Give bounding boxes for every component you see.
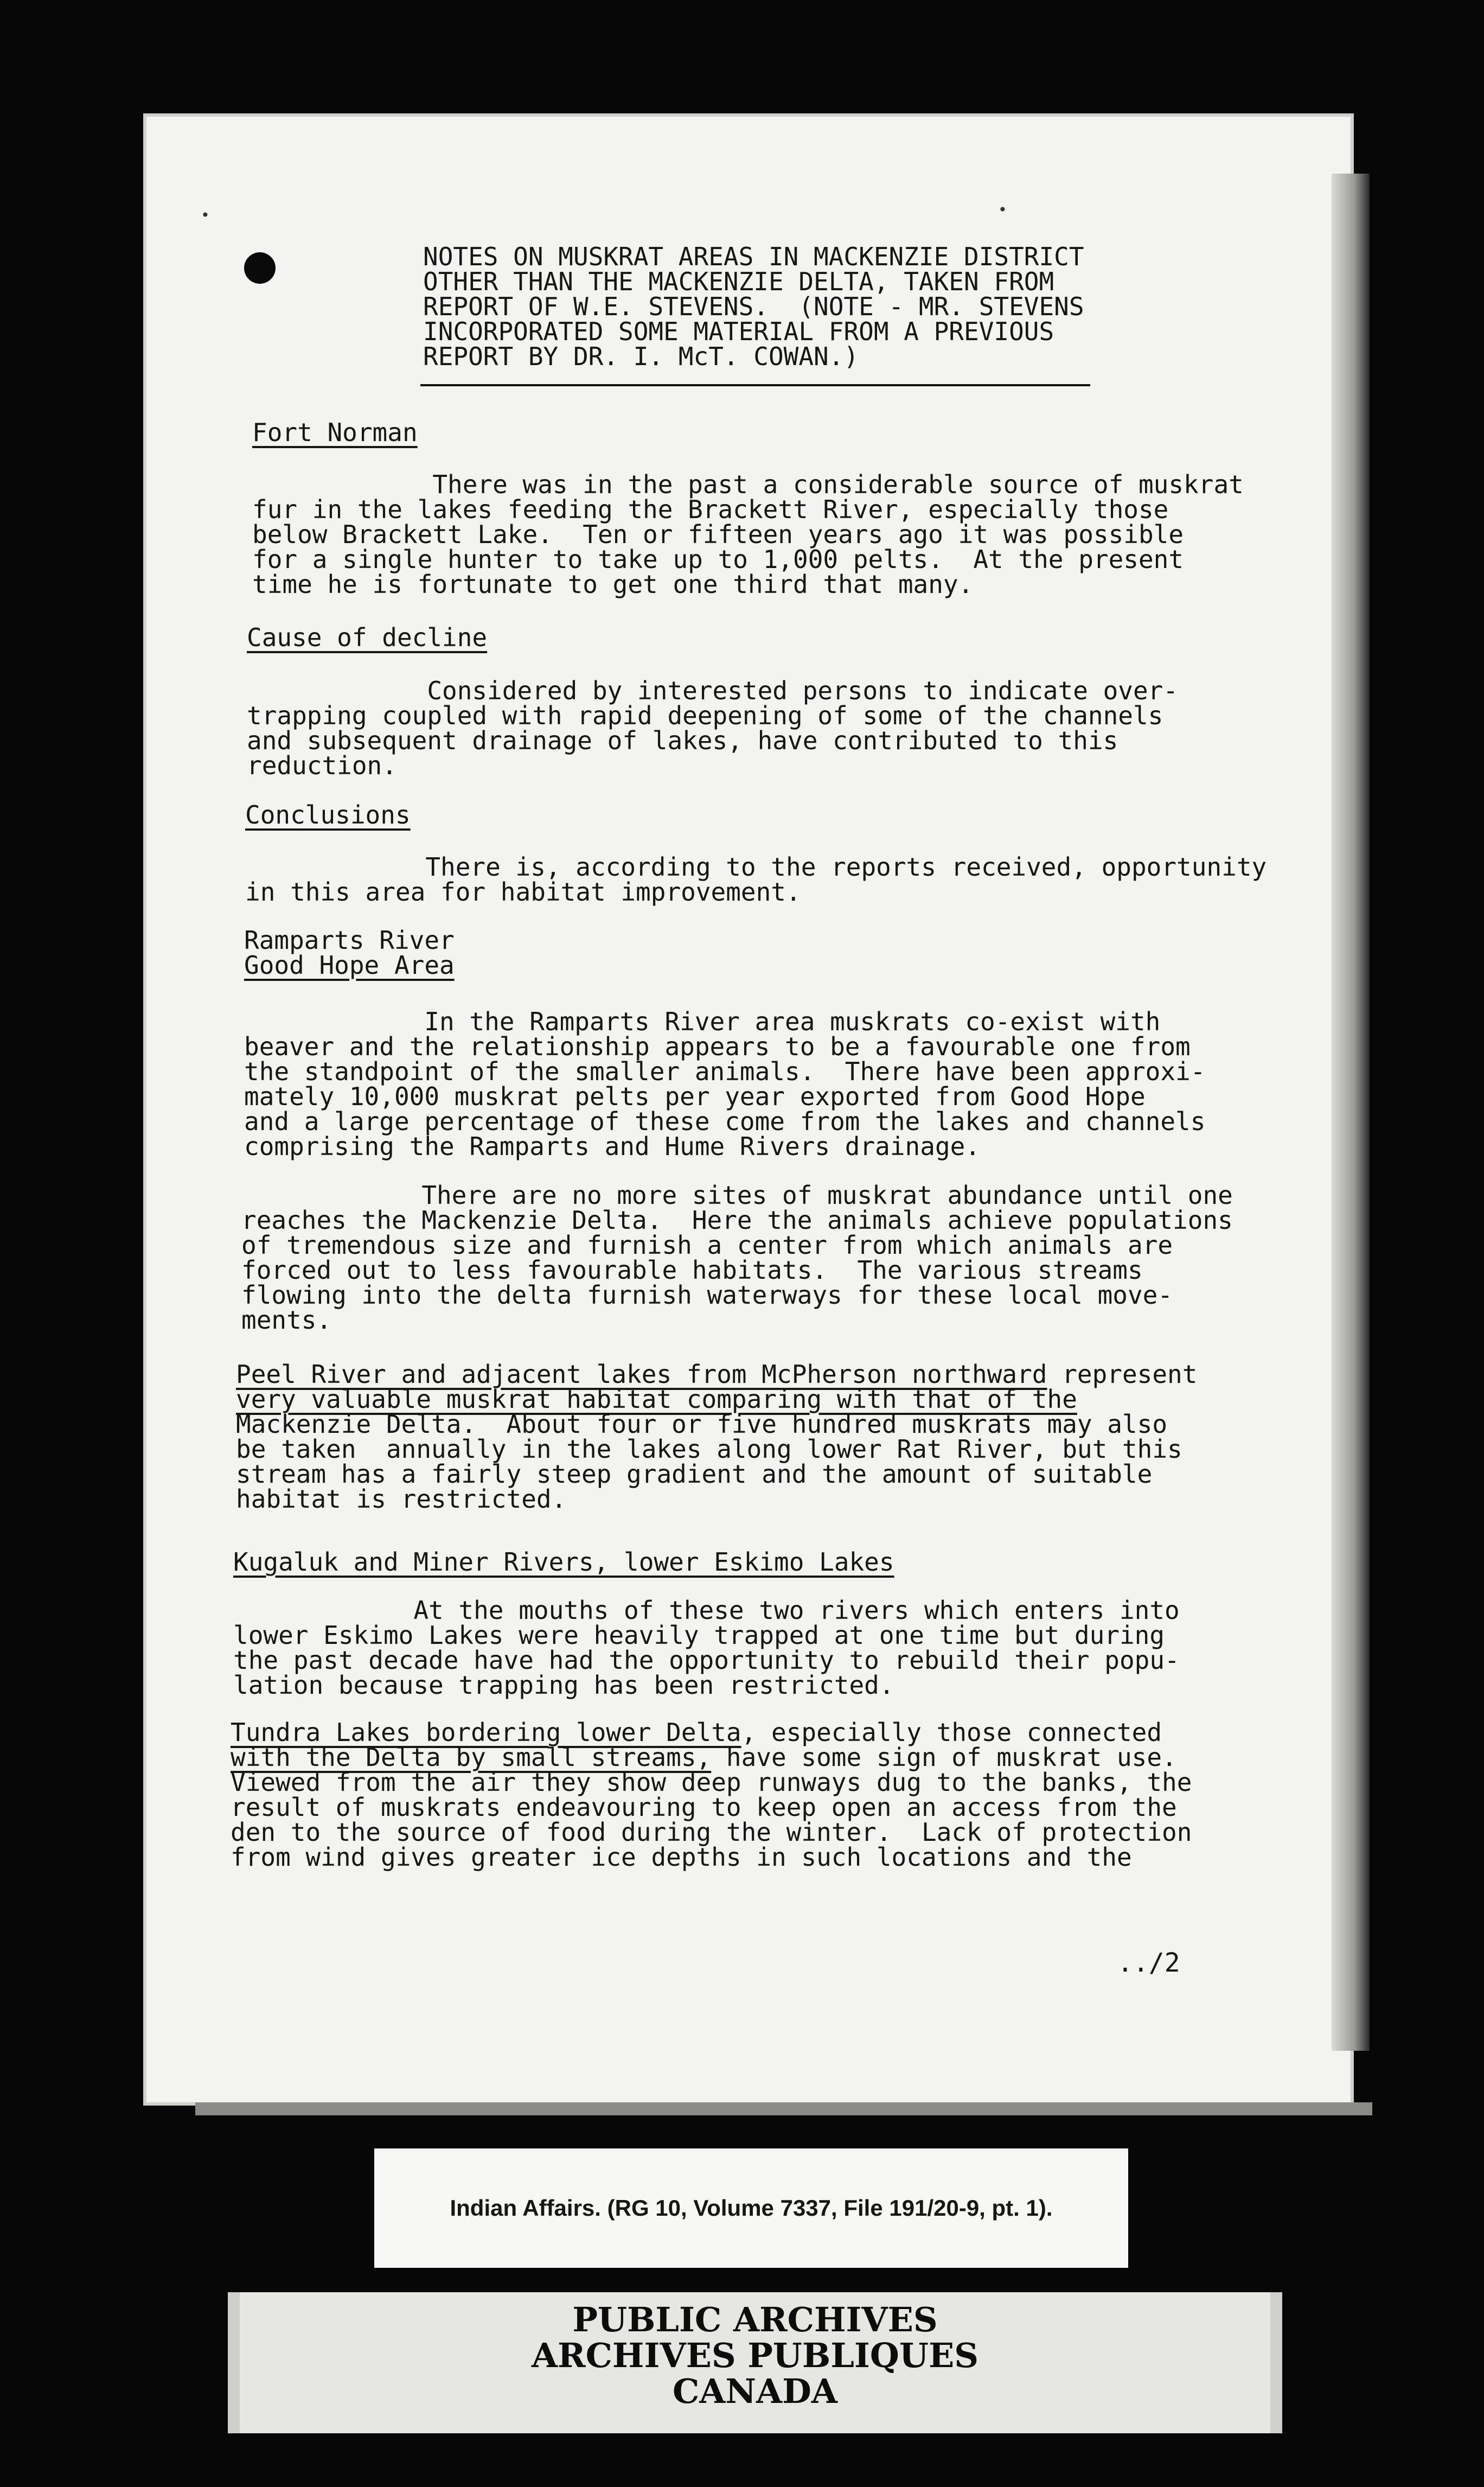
text-line: Viewed from the air they show deep runways dug to the banks, the [231,1768,1192,1797]
text-line: for a single hunter to take up to 1,000 pelts. At the present [252,545,1184,574]
section-title-line: Good Hope Area [244,951,455,980]
text-line: reduction. [247,751,397,780]
text-line: lation because trapping has been restricted. [233,1670,894,1700]
text-line: There is, according to the reports received, opportunity [245,852,1267,882]
text-line: ments. [241,1305,332,1335]
paragraph-fort-norman [252,472,1244,597]
paragraph-ramparts-1 [244,1009,1205,1159]
paper-bottom-edge [195,2102,1372,2115]
text-fragment: represent [1047,1360,1198,1389]
text-line: in this area for habitat improvement. [245,877,801,907]
heading-line: OTHER THAN THE MACKENZIE DELTA, TAKEN FROM [423,267,1054,296]
paragraph-cause-of-decline [247,678,1178,778]
text-line: from wind gives greater ice depths in such locations and the [231,1842,1132,1872]
text-line: trapping coupled with rapid deepening of some of the channels [247,701,1163,730]
heading-rule [420,384,1090,386]
section-title-fort-norman: Fort Norman [252,418,418,447]
text-line: habitat is restricted. [236,1484,567,1514]
paragraph-kugaluk [233,1598,1180,1698]
text-line: be taken annually in the lakes along lower Rat River, but this [236,1434,1182,1464]
text-fragment: , especially those connected [741,1718,1162,1747]
punch-hole-icon [244,252,276,284]
section-title-kugaluk: Kugaluk and Miner Rivers, lower Eskimo Lakes [233,1547,894,1577]
paragraph-conclusions [245,852,1267,907]
archives-stamp [228,2292,1282,2433]
paper-stack-edge [1332,174,1370,2051]
archive-reference-card [374,2148,1128,2268]
section-title-conclusions: Conclusions [245,800,411,830]
text-line: the past decade have had the opportunity to rebuild their popu- [233,1646,1180,1675]
paragraph-peel-river [236,1362,1197,1512]
section-title-ramparts [244,928,455,978]
text-line: and a large percentage of these come from the lakes and channels [244,1107,1206,1136]
text-line: fur in the lakes feeding the Brackett River, especially those [252,495,1169,524]
page-continuation-marker: ../2 [1117,1948,1180,1978]
inline-heading: very valuable muskrat habitat comparing with that of the [236,1385,1077,1414]
text-line: of tremendous size and furnish a center from which animals are [241,1230,1173,1260]
inline-heading: Peel River and adjacent lakes from McPherson northward [236,1360,1047,1389]
text-line: flowing into the delta furnish waterways for these local move- [241,1280,1173,1310]
text-line: There are no more sites of muskrat abundance until one [241,1181,1233,1210]
heading-line: REPORT OF W.E. STEVENS. (NOTE - MR. STEVENS [423,292,1084,321]
section-title-cause-of-decline: Cause of decline [247,623,488,652]
archives-stamp-text [240,2302,1270,2409]
text-line: result of muskrats endeavouring to keep open an access from the [231,1793,1177,1822]
inline-heading: with the Delta by small streams, [231,1743,712,1772]
text-fragment: have some sign of muskrat use. [711,1743,1177,1772]
text-line: below Brackett Lake. Ten or fifteen years ago it was possible [252,520,1184,549]
text-line: Considered by interested persons to indicate over- [247,676,1179,705]
text-line: time he is fortunate to get one third that many. [252,570,974,599]
text-line: There was in the past a considerable source of muskrat [252,470,1244,499]
section-title-line: Ramparts River [244,926,455,955]
paragraph-ramparts-2 [241,1181,1233,1335]
text-line: mately 10,000 muskrat pelts per year exported from Good Hope [244,1082,1146,1111]
text-line: beaver and the relationship appears to be a favourable one from [244,1032,1191,1061]
text-line: At the mouths of these two rivers which enters into [233,1596,1180,1625]
text-line: comprising the Ramparts and Hume Rivers drainage. [244,1132,981,1161]
heading-line: REPORT BY DR. I. McT. COWAN.) [423,342,859,371]
speck-mark: • [998,201,1007,219]
text-line: Mackenzie Delta. About four or five hundred muskrats may also [236,1410,1168,1439]
stamp-line: PUBLIC ARCHIVES [572,2300,938,2339]
text-line: reaches the Mackenzie Delta. Here the animals achieve populations [241,1206,1233,1235]
document-heading [423,244,1084,369]
text-line: stream has a fairly steep gradient and the amount of suitable [236,1459,1153,1489]
inline-heading: Tundra Lakes bordering lower Delta [231,1718,741,1747]
text-line: lower Eskimo Lakes were heavily trapped at one time but during [233,1621,1165,1650]
stamp-line: ARCHIVES PUBLIQUES [531,2336,979,2375]
speck-mark: • [201,206,210,224]
heading-line: INCORPORATED SOME MATERIAL FROM A PREVIOUS [423,317,1054,346]
paragraph-tundra-lakes [231,1720,1192,1870]
text-line: the standpoint of the smaller animals. There have been approxi- [244,1057,1206,1086]
text-line: den to the source of food during the winter. Lack of protection [231,1818,1192,1847]
archive-reference-text: Indian Affairs. (RG 10, Volume 7337, File 191/20-9, pt. 1). [450,2195,1053,2221]
text-line: In the Ramparts River area muskrats co-exist with [244,1007,1161,1036]
stamp-line: CANADA [672,2371,838,2411]
text-line: forced out to less favourable habitats. The various streams [241,1255,1143,1285]
heading-line: NOTES ON MUSKRAT AREAS IN MACKENZIE DISTRICT [423,242,1084,271]
text-line: and subsequent drainage of lakes, have contributed to this [247,726,1118,755]
